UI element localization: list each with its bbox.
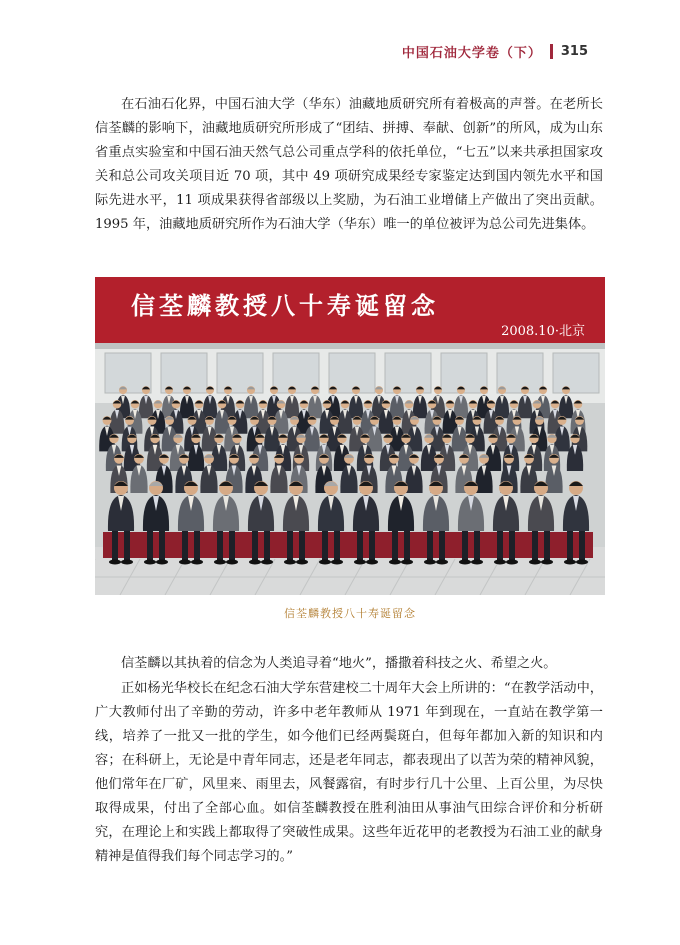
header-divider	[550, 44, 553, 59]
book-title: 中国石油大学卷（下）	[401, 46, 542, 61]
paragraph-1: 在石油石化界，中国石油大学（华东）油藏地质研究所有着极高的声誉。在老所长信荃麟的影响下，油藏地质研究所形成了“团结、拼搏、奉献、创新”的所风，成为山东省重点实验室和中国石油天然气总公司重点学科的依托单位，“七五”以来共承担国家攻关和总公司攻关项目近 70 项，其中 49 项研究成果经专家鉴定达到国内领先水平和国际先进水平，11 项成果获得省部级以上奖励，为石油工业增储上产做出了突出贡献。1995 年，油藏地质研究所作为石油大学（华东）唯一的单位被评为总公司先进集体。	[95, 97, 603, 232]
chair-row	[103, 532, 593, 558]
banner-title: 信荃麟教授八十寿诞留念	[131, 291, 439, 320]
paragraph-3: 正如杨光华校长在纪念石油大学东营建校二十周年大会上所讲的：“在教学活动中，广大教师付出了辛勤的劳动，许多中老年教师从 1971 年到现在，一直站在教学第一线，培养了一批又一批的学生，如今他们已经两鬓斑白，但每年都加入新的知识和内容；在科研上，无论是中青年同志，还是老年同志，都表现出了以苦为荣的精神风貌，他们常年在厂矿，风里来、雨里去，风餐露宿，有时步行几十公里、上百公里，为尽快取得成果，付出了全部心血。如信荃麟教授在胜利油田从事油气田综合评价和分析研究，在理论上和实践上都取得了突破性成果。这些年近花甲的老教授为石油工业的献身精神是值得我们每个同志学习的。”	[95, 681, 603, 864]
group-photo	[95, 277, 605, 595]
banner-date: 2008.10·北京	[501, 324, 585, 339]
group-photo-illustration	[95, 277, 605, 595]
paragraph-2: 信荃麟以其执着的信念为人类追寻着“地火”，播撒着科技之火、希望之火。	[121, 656, 557, 671]
page-header	[402, 42, 588, 61]
page-number: 315	[560, 44, 588, 59]
photo-caption: 信荃麟教授八十寿诞留念	[284, 607, 416, 620]
